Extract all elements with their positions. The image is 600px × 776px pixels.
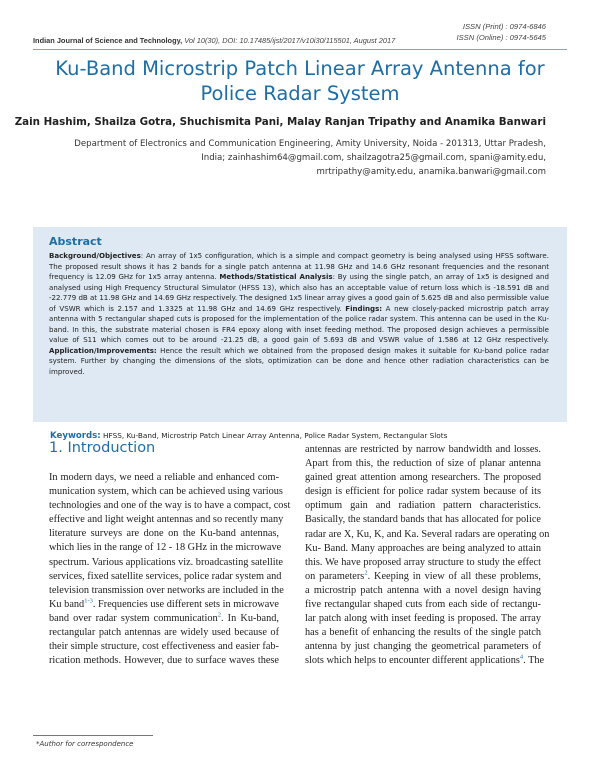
text-line: design is efficient for police radar system because of its — [305, 486, 541, 498]
abstract-label-application: Application/Improvements: — [49, 345, 157, 355]
text-line: their simple structure, cost effectiveness and easier fab- — [49, 641, 279, 653]
title-line-2: Police Radar System — [200, 82, 400, 105]
text-line: Apart from this, the reduction of size of planar antenna — [305, 458, 541, 470]
text-line — [305, 570, 541, 584]
text-line: television transmission over networks are included in the — [49, 584, 284, 596]
text-fragment: . In Ku-band, — [220, 612, 279, 624]
issn-online: ISSN (Online) : 0974-5645 — [456, 32, 546, 42]
text-line: antenna by just changing the geometrical parameters of — [305, 641, 541, 653]
text-line: Basically, the standard bands that has allocated for police — [305, 514, 541, 526]
body-column-right — [305, 443, 550, 669]
author-list: Zain Hashim, Shailza Gotra, Shuchismita Pani, Malay Ranjan Tripathy and Anamika Banwari — [14, 116, 546, 128]
text-line: which lies in the range of 12 - 18 GHz in the microwave — [49, 542, 282, 554]
text-line — [305, 653, 545, 668]
abstract-heading: Abstract — [49, 235, 102, 248]
text-line: Ku- Band. Many approaches are being analyzed to attain — [305, 542, 541, 554]
text-fragment: . Frequencies use different sets in microwave — [92, 598, 279, 610]
abstract-methods-text: : By using the single patch, an array of 1x5 is designed and analysed using High Frequency Structural Simulator (HFSS 13), which also has an acceptable value of return loss which is -18.591 dB and -22.779 dB at 11.98 GHz and 14.69 GHz respectively. The designed 1x5 linear array gives a good gain of 5.625 dB and also permissible value of VSWR which is 2.157 and 1.3325 at 11.98 GHz and 14.69 GHz respectively. — [49, 272, 549, 313]
text-fragment: slots which helps to encounter different applications — [305, 655, 520, 667]
text-line: five rectangular shaped cuts from each side of rectangu- — [305, 599, 541, 611]
text-line: services, fixed satellite services, police radar system and — [49, 570, 282, 582]
text-line: spectrum. Various applications viz. broadcasting satellite — [49, 556, 284, 568]
text-line: rication methods. However, due to surface waves these — [49, 655, 279, 667]
text-fragment: band over radar system communication — [49, 612, 218, 624]
abstract-label-findings: Findings: — [345, 303, 383, 313]
text-line: this. We have proposed array structure to study the effect — [305, 556, 541, 568]
affiliation-line: Department of Electronics and Communication Engineering, Amity University, Noida - 201313, Uttar Pradesh, — [74, 139, 546, 149]
citation-ref[interactable]: 4 — [519, 653, 524, 661]
text-line: has a benefit of enhancing the results of the single patch — [305, 627, 541, 639]
text-fragment: on parameters — [305, 570, 365, 582]
text-line: radar are X, Ku, K, and Ka. Several radars are operating on — [305, 528, 550, 540]
abstract-label-background: Background/Objectives — [49, 251, 141, 260]
affiliation — [26, 137, 546, 179]
text-line: effective and light weight antennas and so recently many — [49, 514, 284, 526]
journal-details: Vol 10(30), DOI: 10.17485/ijst/2017/v10i30/115501, August 2017 — [184, 36, 396, 45]
citation-ref[interactable]: 1-3 — [84, 597, 93, 605]
paper-title — [40, 56, 560, 106]
text-line — [49, 612, 279, 626]
text-line: In modern days, we need a reliable and enhanced com- — [49, 472, 279, 483]
abstract-application-text: Hence the result which we obtained from the proposed design makes it suitable for Ku-band police radar system. Further by changing the dimensions of the slots, optimization can be done and hence other radiation characteristics can be improved. — [49, 345, 549, 376]
text-fragment: . Keeping in view of all these problems, — [367, 570, 541, 582]
journal-name: Indian Journal of Science and Technology, — [33, 36, 183, 45]
abstract-findings-text: A new closely-packed microstrip patch array antenna with 5 rectangular shaped cuts is proposed for the implementation of the police radar system. This antenna can be used in the Ku-band. In this, the substrate material chosen is FR4 epoxy along with inset feeding method. The proposed design achieves a permissible value of S11 which comes out to be around -21.25 dB, a good gain of 5.693 dB and VSWR value of 1.586 at 12 GHz respectively. — [49, 303, 549, 344]
journal-citation — [33, 36, 395, 45]
footnote-rule — [33, 735, 153, 736]
issn-print: ISSN (Print) : 0974-6846 — [462, 22, 546, 31]
affiliation-line: mrtripathy@amity.edu, anamika.banwari@gmail.com — [316, 167, 546, 177]
text-line: literature surveys are done on the Ku-band antennas, — [49, 528, 279, 540]
section-title: 1. Introduction — [49, 440, 156, 456]
text-line — [49, 598, 279, 612]
citation-ref[interactable]: 2 — [364, 569, 368, 577]
affiliation-line: India; zainhashim64@gmail.com, shailzagotra25@gmail.com, spani@amity.edu, — [201, 153, 546, 163]
text-line: optimum gain and radiation pattern characteristics. — [305, 500, 541, 512]
issn-block — [457, 22, 547, 43]
footnote: *Author for correspondence — [36, 740, 134, 748]
title-line-1: Ku-Band Microstrip Patch Linear Array Antenna for — [55, 57, 545, 80]
text-line: antennas are restricted by narrow bandwidth and losses. — [305, 444, 541, 455]
text-line: rectangular patch antennas are widely used because of — [49, 627, 279, 639]
abstract-background-text: : An array of 1x5 configuration, which is a simple and compact geometry is being analysed using HFSS software. The proposed result shows it has 2 bands for a single patch antenna at 11.98 GHz and 14.6 GHz resonant frequencies and the resonant frequency is 12.09 GHz for 1x5 array antenna. — [49, 251, 549, 281]
abstract-text — [49, 251, 549, 377]
text-line: lar patch along with inset feeding is proposed. The array — [305, 613, 541, 625]
text-fragment: Ku band — [49, 598, 85, 610]
body-column-left — [49, 471, 291, 668]
header-rule — [33, 49, 567, 50]
keywords-text: HFSS, Ku-Band, Microstrip Patch Linear Array Antenna, Police Radar System, Rectangular Slots — [100, 431, 448, 440]
text-line: a microstrip patch antenna with a novel design having — [305, 584, 541, 596]
keywords-label: Keywords: — [50, 431, 101, 441]
abstract-box — [33, 227, 567, 422]
abstract-label-methods: Methods/Statistical Analysis — [219, 272, 333, 281]
citation-ref[interactable]: 2 — [217, 611, 221, 619]
text-line: munication system, which can be achieved using various — [49, 486, 283, 498]
text-line: technologies and one of the way is to have a compact, cost — [49, 500, 291, 512]
text-line: gained great attention among researchers. The proposed — [305, 472, 541, 484]
text-fragment: . The — [523, 655, 545, 667]
